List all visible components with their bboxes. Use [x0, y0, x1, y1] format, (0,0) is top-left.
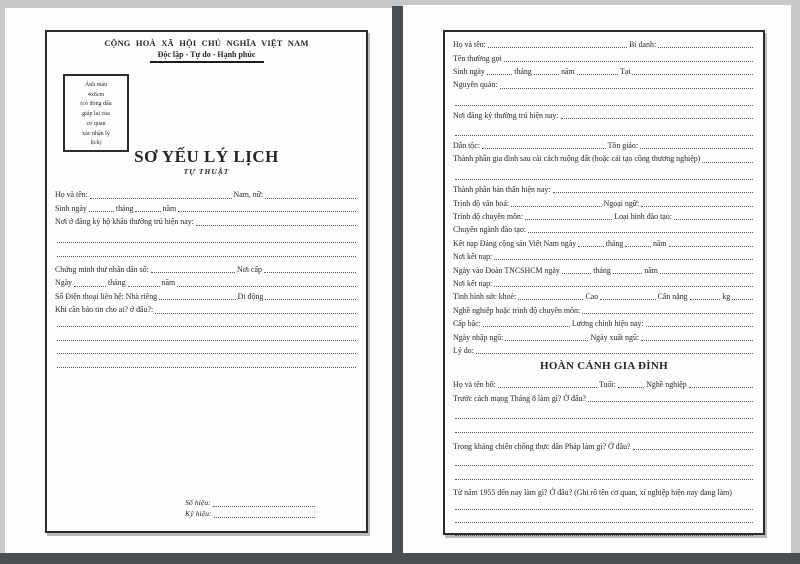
- footer-label: Ký hiệu:: [185, 509, 212, 519]
- form-row: [453, 376, 755, 389]
- photo-box-caption-line: 4x6cm: [87, 91, 105, 98]
- dotted-line: [641, 340, 753, 341]
- form-row: [453, 301, 755, 314]
- form-row: [453, 420, 755, 433]
- field-label: Trình độ văn hoá:: [453, 198, 510, 208]
- field-label: Chứng minh thư nhân dân số:: [55, 264, 149, 274]
- field-label: năm: [561, 67, 575, 77]
- form-row: [453, 168, 755, 181]
- dotted-line: [482, 148, 606, 149]
- document-subtitle: TỰ THUẬT: [183, 167, 230, 176]
- dotted-line: [155, 313, 356, 314]
- field-label: Thành phần bản thân hiện nay:: [453, 185, 551, 195]
- form-row: [55, 315, 358, 329]
- form-row: [453, 438, 755, 451]
- dotted-line: [498, 387, 597, 388]
- field-label: Ngày nhập ngũ:: [453, 332, 504, 342]
- dotted-line: [455, 432, 753, 433]
- dotted-line: [633, 449, 753, 450]
- field-label: Họ và tên:: [453, 40, 486, 50]
- form-row: [453, 49, 755, 62]
- field-label: Ngày vào Đoàn TNCSHCM ngày: [453, 265, 560, 275]
- dotted-line: [732, 299, 753, 300]
- photo-box-caption-line: lịch): [90, 140, 102, 147]
- form-row: [55, 301, 358, 315]
- field-label: Lương chính hiện nay:: [571, 319, 644, 329]
- dotted-line: [553, 192, 753, 193]
- dotted-line: [89, 211, 114, 212]
- photo-box-caption-line: (có đóng dấu: [80, 101, 112, 108]
- field-label: Tại: [619, 67, 631, 77]
- dotted-line: [455, 479, 753, 480]
- dotted-line: [455, 509, 753, 510]
- form-row: [453, 389, 755, 402]
- dotted-line: [500, 88, 754, 89]
- dotted-line: [504, 61, 753, 62]
- dotted-line: [588, 401, 753, 402]
- form-row: [453, 454, 755, 467]
- form-row: [453, 524, 755, 537]
- document-title: SƠ YẾU LÝ LỊCH: [134, 147, 279, 166]
- dotted-line: [577, 74, 618, 75]
- field-label: Số Điện thoại liên hệ: Nhà riêng: [55, 291, 158, 301]
- form-row: [55, 244, 358, 258]
- field-label: Nơi đăng ký thường trú hiện nay:: [453, 111, 559, 121]
- photo-box-caption-line: Ảnh màu: [84, 82, 108, 88]
- field-label: Nơi cấp: [237, 264, 262, 274]
- field-label: Tôn giáo:: [607, 141, 639, 151]
- form-row: [55, 328, 358, 342]
- table-edge-shadow: [0, 553, 800, 564]
- dotted-line: [57, 353, 356, 354]
- dotted-line: [196, 225, 356, 226]
- national-title: CỘNG HOÀ XÃ HỘI CHỦ NGHĨA VIỆT NAM: [104, 38, 309, 48]
- form-row: [453, 328, 755, 341]
- form-row: [453, 221, 755, 234]
- field-label: Tình hình sức khoẻ:: [453, 292, 517, 302]
- field-label: Chuyên ngành đào tạo:: [453, 225, 526, 235]
- dotted-line: [674, 219, 753, 220]
- form-row: [55, 288, 358, 302]
- dotted-line: [74, 286, 106, 287]
- dotted-line: [455, 535, 753, 536]
- dotted-line: [561, 118, 753, 119]
- form-row: [453, 261, 755, 274]
- dotted-line: [455, 179, 753, 180]
- dotted-line: [658, 47, 753, 48]
- field-label: Trình độ chuyên môn:: [453, 212, 524, 221]
- dotted-line: [476, 353, 753, 354]
- dotted-line: [455, 105, 753, 106]
- dotted-line: [582, 313, 753, 314]
- form-footer: [185, 496, 317, 519]
- dotted-line: [213, 506, 315, 507]
- form-row: [55, 355, 358, 369]
- right-page-frame: [443, 30, 765, 535]
- form-row: [453, 467, 755, 480]
- dotted-line: [702, 162, 753, 163]
- dotted-line: [177, 286, 356, 287]
- form-row: [453, 107, 755, 120]
- dotted-line: [488, 47, 627, 48]
- dotted-line: [455, 418, 753, 419]
- field-label: tháng: [514, 67, 532, 77]
- field-label: Kết nạp Đảng cộng sản Việt Nam ngày: [453, 238, 577, 248]
- form-row: [453, 248, 755, 261]
- field-label: Loại hình đào tạo:: [614, 212, 672, 221]
- dotted-line: [600, 299, 655, 300]
- dotted-line: [641, 206, 753, 207]
- dotted-line: [178, 211, 356, 212]
- personal-info-rows: [47, 186, 366, 369]
- dotted-line: [646, 326, 753, 327]
- form-row: [453, 123, 755, 136]
- form-row: [55, 342, 358, 356]
- field-label: Nguyên quán:: [453, 80, 498, 90]
- dotted-line: [57, 256, 356, 257]
- field-label: Trong kháng chiến chống thực dân Pháp làm gì? Ở đâu?: [453, 441, 631, 451]
- dotted-line: [483, 326, 570, 327]
- dotted-line: [640, 148, 753, 149]
- field-label: Nam, nữ:: [233, 190, 264, 200]
- form-row: [55, 231, 358, 245]
- field-label: Nơi kết nạp:: [453, 278, 493, 288]
- form-row: [453, 94, 755, 107]
- field-label: Nơi ở đăng ký hộ khẩu thường trú hiện nay:: [55, 217, 194, 227]
- field-label: Sinh ngày: [55, 203, 87, 213]
- field-label: Dân tộc:: [453, 141, 480, 151]
- dotted-line: [613, 273, 642, 274]
- field-label: tháng: [115, 203, 134, 213]
- form-row: [55, 274, 358, 288]
- field-label: Ngày: [55, 278, 73, 288]
- form-row: [453, 407, 755, 420]
- field-label: Lý do:: [453, 345, 474, 355]
- field-label: năm: [644, 265, 658, 275]
- field-label: Trước cách mạng Tháng 8 làm gì? Ở đâu?: [453, 393, 586, 403]
- field-label: Họ và tên bố:: [453, 380, 496, 390]
- form-row: [453, 484, 755, 497]
- field-label: Cấp bậc:: [453, 319, 481, 329]
- form-row: [453, 63, 755, 76]
- form-row: [55, 261, 358, 275]
- field-label: Cao: [585, 292, 599, 302]
- national-motto: Độc lập - Tự do - Hạnh phúc: [157, 50, 256, 59]
- motto-underline: [150, 61, 264, 63]
- dotted-line: [669, 246, 753, 247]
- form-row: [55, 200, 358, 214]
- field-label: Nghề nghiệp: [646, 380, 687, 390]
- national-header: [47, 32, 366, 63]
- field-label: Nghề nghiệp hoặc trình độ chuyên môn:: [453, 305, 581, 315]
- field-label: Ngày xuất ngũ:: [590, 332, 640, 342]
- form-row: [453, 288, 755, 301]
- footer-label: Số hiệu:: [185, 497, 211, 507]
- dotted-line: [487, 74, 512, 75]
- dotted-line: [57, 367, 356, 368]
- field-label: năm: [162, 203, 177, 213]
- dotted-line: [511, 206, 602, 207]
- dotted-line: [265, 299, 356, 300]
- dotted-line: [632, 74, 753, 75]
- field-label: tháng: [108, 278, 126, 288]
- photo-box-caption-line: xác nhận lý: [82, 130, 110, 137]
- dotted-line: [265, 198, 356, 199]
- dotted-line: [660, 273, 753, 274]
- dotted-line: [562, 273, 591, 274]
- right-sheet: [403, 5, 791, 558]
- field-label: Từ năm 1955 đến nay làm gì? Ở đâu? (Ghi rõ tên cơ quan, xí nghiệp hiện nay đang làm): [453, 488, 732, 498]
- dotted-line: [690, 299, 721, 300]
- form-row: [453, 137, 755, 150]
- dotted-line: [505, 340, 588, 341]
- dotted-line: [159, 299, 236, 300]
- dotted-line: [57, 242, 356, 243]
- dotted-line: [494, 286, 753, 287]
- field-label: Thành phần gia đình sau cải cách ruộng đất (hoặc cải tạo công thương nghiệp): [453, 154, 701, 164]
- form-row: [453, 194, 755, 207]
- field-label: Tên thường gọi: [453, 53, 502, 63]
- photo-box-caption-line: giáp lai của: [82, 111, 110, 118]
- photo-box-caption-line: cơ quan: [86, 120, 106, 127]
- form-row: [453, 342, 755, 355]
- field-label: Họ và tên:: [55, 190, 88, 200]
- dotted-line: [625, 246, 651, 247]
- form-row: [453, 511, 755, 524]
- field-label: Bí danh:: [629, 40, 657, 50]
- form-row: [453, 150, 755, 163]
- dotted-line: [618, 387, 644, 388]
- left-page-frame: [45, 30, 368, 533]
- dotted-line: [135, 211, 160, 212]
- form-row: [55, 186, 358, 200]
- detail-info-rows: [445, 36, 763, 355]
- footer-row: [185, 508, 317, 520]
- form-row: [453, 275, 755, 288]
- field-label: kg: [722, 292, 731, 302]
- dotted-line: [57, 340, 356, 341]
- footer-row: [185, 496, 317, 508]
- dotted-line: [57, 326, 356, 327]
- field-label: Di động: [237, 291, 264, 301]
- photo-placeholder-box: [63, 74, 129, 152]
- form-row: [453, 36, 755, 49]
- form-row: [453, 315, 755, 328]
- field-label: Ngoại ngữ:: [603, 198, 640, 208]
- dotted-line: [214, 517, 315, 518]
- form-row: [453, 181, 755, 194]
- field-label: năm: [161, 278, 176, 288]
- form-row: [453, 208, 755, 221]
- left-sheet: [5, 8, 392, 554]
- dotted-line: [455, 522, 753, 523]
- dotted-line: [90, 198, 232, 199]
- dotted-line: [689, 387, 753, 388]
- field-label: Tuổi:: [598, 380, 616, 390]
- field-label: tháng: [593, 265, 611, 275]
- family-section-header: HOÀN CẢNH GIA ĐÌNH: [540, 359, 668, 372]
- dotted-line: [494, 259, 753, 260]
- field-label: tháng: [605, 238, 624, 248]
- field-label: Khi cần báo tin cho ai? ở đâu?:: [55, 305, 154, 315]
- dotted-line: [534, 74, 559, 75]
- form-row: [453, 76, 755, 89]
- dotted-line: [525, 219, 612, 220]
- dotted-line: [528, 232, 753, 233]
- field-label: năm: [652, 238, 667, 248]
- dotted-line: [151, 272, 235, 273]
- field-label: Cân nặng: [657, 292, 688, 302]
- field-label: Sinh ngày: [453, 67, 485, 77]
- dotted-line: [264, 272, 356, 273]
- dotted-line: [455, 465, 753, 466]
- dotted-line: [578, 246, 604, 247]
- dotted-line: [455, 135, 753, 136]
- page-gap-shadow: [392, 6, 403, 564]
- dotted-line: [128, 286, 160, 287]
- dotted-line: [518, 299, 583, 300]
- form-row: [453, 497, 755, 510]
- field-label: Nơi kết nạp:: [453, 252, 493, 262]
- form-row: [453, 234, 755, 247]
- form-row: [55, 213, 358, 227]
- family-info-rows: [445, 376, 763, 537]
